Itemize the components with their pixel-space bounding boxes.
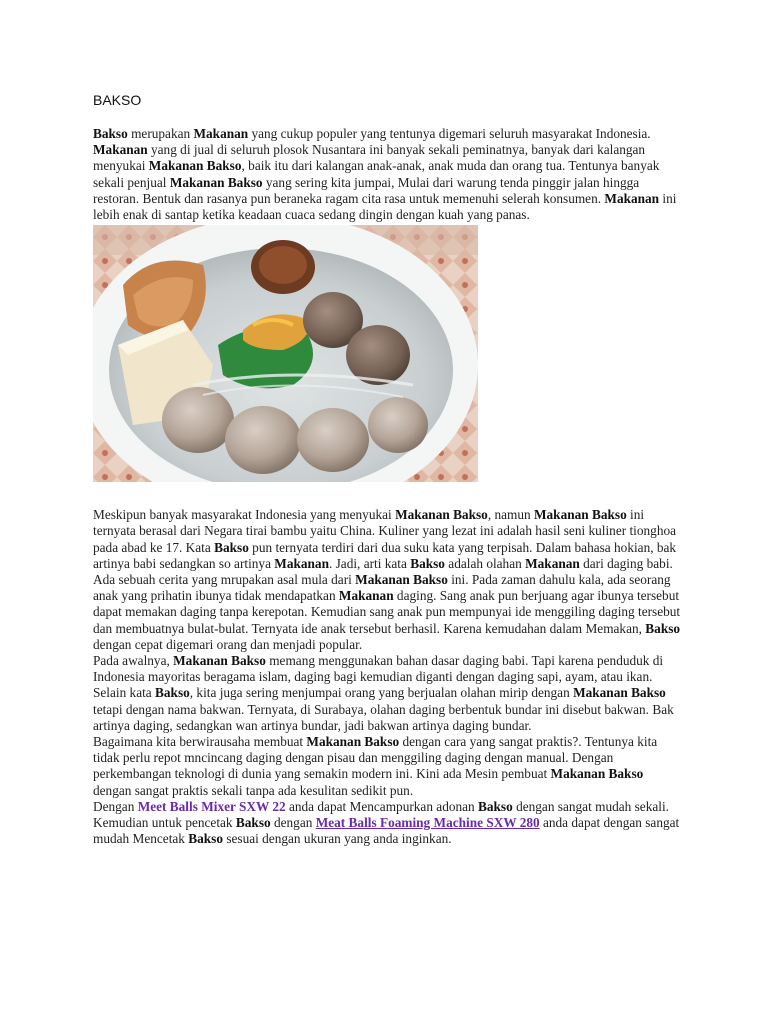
story-paragraph	[93, 572, 683, 653]
bold-term: Bakso	[93, 126, 128, 141]
text-run: Bagaimana kita berwirausaha membuat	[93, 734, 307, 750]
text-run: Meskipun banyak masyarakat Indonesia yang menyukai	[93, 507, 396, 523]
business-paragraph	[93, 734, 683, 799]
text-run: daging. Sang anak pun berjuang agar ibunya tersebut dapat memakan daging tanpa kerepotan. Kemudian sang anak pun mempunyai ide menggiling daging tersebut dan membuatnya bulat-bulat. Ternyata ide anak tersebut berhasil. Karena kemudahan dalam Memakan,	[93, 588, 681, 636]
bold-term: Bakso	[410, 555, 445, 571]
bold-term: Makanan Bakso	[173, 653, 266, 669]
text-run: yang cukup populer yang tentunya digemari seluruh masyarakat Indonesia.	[248, 126, 651, 141]
text-run: sesuai dengan ukuran yang anda inginkan.	[223, 831, 452, 847]
document-title: BAKSO	[93, 92, 142, 108]
bold-term: Makanan	[525, 555, 580, 571]
bakwan-paragraph	[93, 653, 683, 734]
bold-term: Bakso	[478, 798, 513, 814]
text-run: dengan cara yang sangat praktis?. Tentunya kita tidak perlu repot mncincang daging dengan pisau dan menggiling daging dengan manual. Dengan perkembangan teknologi di dunia yang semakin modern ini. Kini ada Mesin pembuat	[93, 734, 658, 782]
text-run: Dengan	[93, 798, 138, 814]
text-run: ini. Pada zaman dahulu kala, ada seorang anak yang prihatin ibunya tidak mendapatkan	[93, 572, 671, 604]
bakso-bowl-photo	[93, 225, 478, 482]
text-run: adalah olahan	[444, 555, 526, 571]
text-run: yang di jual di seluruh plosok Nusantara ini banyak sekali peminatnya, banyak dari kalangan menyukai	[93, 142, 646, 174]
text-run: tetapi dengan nama bakwan. Ternyata, di Surabaya, olahan daging berbentuk bundar ini disebut bakwan. Bak artinya daging, sedangkan wan artinya bundar, jadi bakwan artinya daging bundar.	[93, 701, 674, 733]
bold-term: Makanan Bakso	[355, 572, 448, 588]
bold-term: Makanan	[193, 126, 249, 141]
bold-term: Bakso	[214, 539, 249, 555]
text-run: anda dapat Mencampurkan adonan	[285, 798, 479, 814]
bold-term: Makanan Bakso	[306, 734, 400, 750]
bold-term: Makanan	[274, 555, 329, 571]
text-run: anda dapat dengan sangat mudah Mencetak	[93, 815, 680, 847]
bold-term: Makanan Bakso	[395, 507, 488, 523]
text-run: dengan sangat praktis sekali tanpa ada kesulitan sedikit pun.	[93, 782, 414, 798]
text-run: merupakan	[127, 126, 194, 141]
text-run: dengan sangat mudah sekali. Kemudian untuk pencetak	[93, 798, 669, 831]
text-run: , namun	[487, 507, 534, 523]
text-run: dengan	[270, 815, 316, 831]
origin-paragraph	[93, 507, 683, 572]
bold-term: Bakso	[235, 815, 271, 831]
text-run: ini ternyata berasal dari Negara tirai bambu yaitu China. Kuliner yang lezat ini adalah hasil seni kuliner tionghoa pada abad ke 17. Kata	[93, 507, 677, 555]
text-run: , baik itu dari kalangan anak-anak, anak muda dan orang tua. Tentunya banyak sekali penjual	[93, 158, 660, 190]
text-run: , kita juga sering menjumpai orang yang berjualan olahan mirip dengan	[189, 685, 574, 701]
bold-term: Makanan	[604, 190, 660, 206]
product-link[interactable]: Meat Balls Foaming Machine SXW 280	[315, 815, 540, 831]
bold-term: Makanan Bakso	[148, 158, 242, 174]
bold-term: Makanan	[338, 588, 394, 604]
document-page	[93, 92, 683, 847]
text-run: yang sering kita jumpai, Mulai dari warung tenda pinggir jalan hingga restoran. Bentuk dan rasanya pun beraneka ragam cita rasa untuk memenuhi selerah konsumen.	[93, 174, 640, 206]
text-run: Ada sebuah cerita yang mrupakan asal mula dari	[93, 572, 356, 588]
bold-term: Makanan	[93, 142, 148, 158]
machines-paragraph	[93, 799, 683, 848]
text-run: dari daging babi.	[579, 555, 673, 571]
bold-term: Bakso	[645, 620, 681, 636]
bold-term: Bakso	[188, 831, 224, 847]
text-run: Pada awalnya,	[93, 653, 174, 669]
text-run: memang menggunakan bahan dasar daging babi. Tapi karena penduduk di Indonesia mayoritas beragama islam, daging bagi kemudian diganti dengan daging sapi, ayam, atau ikan. Selain kata	[93, 653, 664, 701]
text-run: dengan cepat digemari orang dan menjadi popular.	[93, 636, 363, 652]
text-run: ini lebih enak di santap ketika keadaan cuaca sedang dingin dengan kuah yang panas.	[93, 190, 677, 223]
text-run: . Jadi, arti kata	[328, 555, 411, 571]
bold-term: Makanan Bakso	[533, 507, 627, 523]
product-link[interactable]: Meet Balls Mixer SXW 22	[137, 798, 286, 814]
bold-term: Bakso	[155, 685, 190, 701]
bold-term: Makanan Bakso	[169, 174, 263, 190]
intro-paragraph	[93, 126, 683, 223]
text-run: pun ternyata terdiri dari dua suku kata yang terpisah. Dalam bahasa hokian, bak artinya babi sedangkan so artinya	[93, 539, 677, 571]
bold-term: Makanan Bakso	[573, 685, 666, 701]
bold-term: Makanan Bakso	[550, 766, 644, 782]
